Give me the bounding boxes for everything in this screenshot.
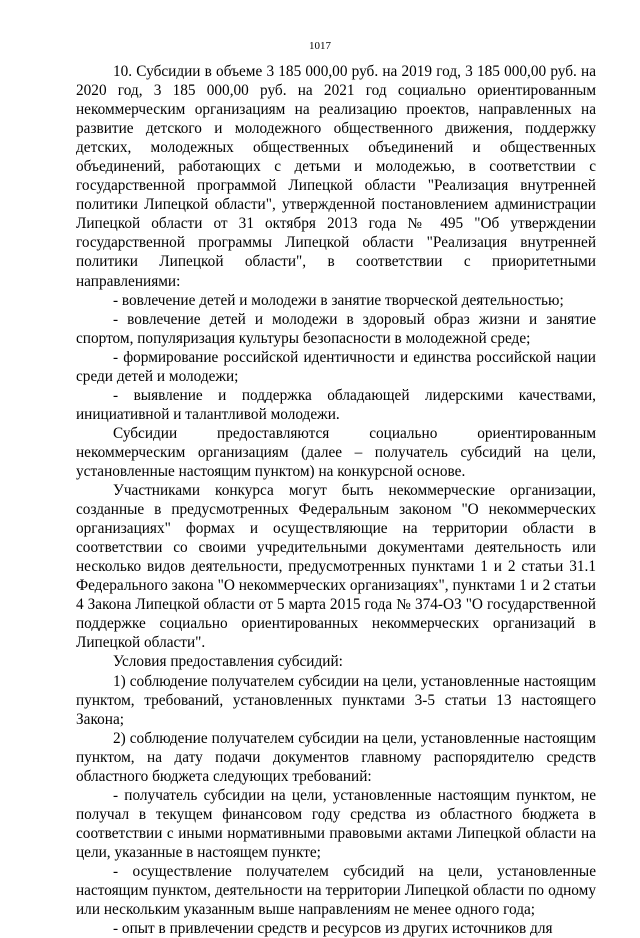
paragraph-condition-1: 1) соблюдение получателем субсидии на цели, установленные настоящим пунктом, требований, установленных пунктами 3-5 статьи 13 настоящего Закона; xyxy=(76,672,596,728)
paragraph-participants: Участниками конкурса могут быть некоммерческие организации, созданные в предусмотренных Федеральным законом "О некоммерческих организациях" формах и осуществляющие на территории области в соответствии со своими учредительными документами деятельность или несколько видов деятельности, предусмотренных пунктами 1 и 2 статьи 31.1 Федерального закона "О некоммерческих организациях", пунктами 1 и 2 статьи 4 Закона Липецкой области от 5 марта 2015 года № 374-ОЗ "О государственной поддержке социально ориентированных некоммерческих организаций в Липецкой области". xyxy=(76,482,596,652)
paragraph-requirement-no-other-funds: - получатель субсидии на цели, установленные настоящим пунктом, не получал в текущем финансовом году средства из областного бюджета в соответствии с иными нормативными правовыми актами Липецкой области на цели, указанные в настоящем пункте; xyxy=(76,786,596,861)
paragraph-direction-identity: - формирование российской идентичности и единства российской нации среди детей и молодежи; xyxy=(76,348,596,385)
paragraph-condition-2: 2) соблюдение получателем субсидии на цели, установленные настоящим пунктом, на дату подачи документов главному распорядителю средств областного бюджета следующих требований: xyxy=(76,729,596,785)
paragraph-direction-creative: - вовлечение детей и молодежи в занятие творческой деятельностью; xyxy=(113,291,564,309)
paragraph-requirement-activity-year: - осуществление получателем субсидий на цели, установленные настоящим пунктом, деятельности на территории Липецкой области по одному или нескольким указанным выше направлениям не менее одного года; xyxy=(76,862,596,919)
page-number: 1017 xyxy=(309,40,331,52)
page-body xyxy=(76,62,596,938)
paragraph-competition-basis: Субсидии предоставляются социально ориентированным некоммерческим организациям (далее – получатель субсидий на цели, установленные настоящим пунктом) на конкурсной основе. xyxy=(76,424,596,480)
paragraph-conditions-heading: Условия предоставления субсидий: xyxy=(113,653,343,671)
paragraph-subsidy-intro: 10. Субсидии в объеме 3 185 000,00 руб. на 2019 год, 3 185 000,00 руб. на 2020 год, 3 185 000,00 руб. на 2021 год социально ориентированным некоммерческим организациям на реализацию проектов, направленных на развитие детского и молодежного общественного движения, поддержку детских, молодежных общественных объединений и общественных объединений, работающих с детьми и молодежью, в соответствии с государственной программой Липецкой области "Реализация внутренней политики Липецкой области", утвержденной постановлением администрации Липецкой области от 31 октября 2013 года № 495 "Об утверждении государственной программы Липецкой области "Реализация внутренней политики Липецкой области", в соответствии с приоритетными направлениями: xyxy=(76,63,596,290)
paragraph-requirement-experience: - опыт в привлечении средств и ресурсов из других источников для xyxy=(113,920,553,938)
paragraph-direction-health: - вовлечение детей и молодежи в здоровый образ жизни и занятие спортом, популяризация культуры безопасности в молодежной среде; xyxy=(76,310,596,347)
paragraph-direction-leaders: - выявление и поддержка обладающей лидерскими качествами, инициативной и талантливой молодежи. xyxy=(76,386,596,423)
